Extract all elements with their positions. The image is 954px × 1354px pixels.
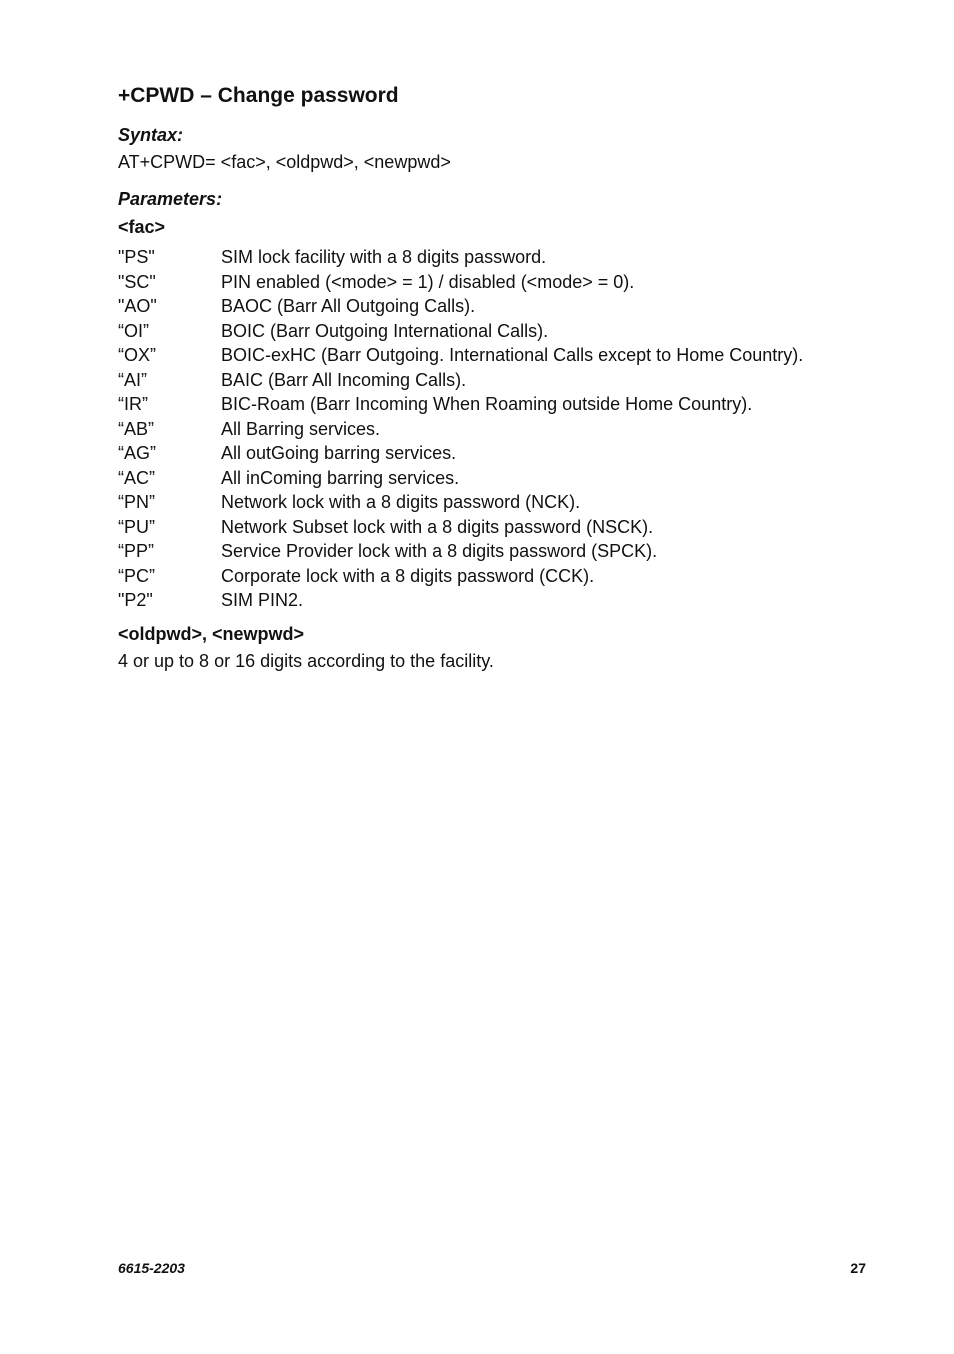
fac-value-code: “AC” <box>118 467 155 488</box>
fac-value-description: All inComing barring services. <box>221 467 460 488</box>
page-title: +CPWD – Change password <box>118 84 399 107</box>
pwd-param-description: 4 or up to 8 or 16 digits according to the facility. <box>118 651 494 671</box>
footer-page-number: 27 <box>850 1260 866 1276</box>
fac-value-row <box>118 564 803 589</box>
fac-value-description: SIM lock facility with a 8 digits password. <box>221 247 547 267</box>
fac-value-code: “PN” <box>118 492 155 512</box>
fac-value-description: BAIC (Barr All Incoming Calls). <box>221 369 467 390</box>
fac-value-code: “AI” <box>118 369 147 390</box>
fac-value-description: Network lock with a 8 digits password (NCK). <box>221 492 581 512</box>
fac-value-code: “PC” <box>118 565 155 586</box>
fac-value-description: BOIC (Barr Outgoing International Calls). <box>221 320 549 341</box>
fac-value-description: Corporate lock with a 8 digits password (CCK). <box>221 565 595 586</box>
fac-value-description: Network Subset lock with a 8 digits password (NSCK). <box>221 516 654 537</box>
fac-value-code: “AB” <box>118 418 154 439</box>
fac-value-code: “PP” <box>118 541 154 561</box>
fac-value-row <box>118 588 803 613</box>
fac-value-row <box>118 319 803 344</box>
fac-value-description: Service Provider lock with a 8 digits password (SPCK). <box>221 541 658 561</box>
footer-doc-number: 6615-2203 <box>118 1260 185 1276</box>
parameters-label: Parameters: <box>118 189 223 209</box>
pwd-param-name: <oldpwd>, <newpwd> <box>118 624 305 644</box>
fac-value-code: “OX” <box>118 345 156 365</box>
fac-value-description: All outGoing barring services. <box>221 443 457 463</box>
fac-value-code: "P2" <box>118 590 153 610</box>
fac-value-row <box>118 539 803 564</box>
fac-value-description: All Barring services. <box>221 418 381 439</box>
fac-value-code: "SC" <box>118 271 156 292</box>
fac-value-list <box>118 245 803 613</box>
fac-value-row <box>118 490 803 515</box>
fac-value-code: “OI” <box>118 320 149 341</box>
fac-value-row <box>118 368 803 393</box>
syntax-command: AT+CPWD= <fac>, <oldpwd>, <newpwd> <box>118 152 451 172</box>
fac-value-row <box>118 392 803 417</box>
fac-value-description: BIC-Roam (Barr Incoming When Roaming outside Home Country). <box>221 394 753 414</box>
fac-value-row <box>118 441 803 466</box>
fac-value-row <box>118 343 803 368</box>
fac-value-row <box>118 466 803 491</box>
fac-value-code: “IR” <box>118 394 148 414</box>
fac-value-code: "PS" <box>118 247 155 267</box>
fac-value-row <box>118 294 803 319</box>
fac-value-description: BOIC-exHC (Barr Outgoing. International Calls except to Home Country). <box>221 345 804 365</box>
fac-value-row <box>118 245 803 270</box>
fac-value-code: “PU” <box>118 516 155 537</box>
fac-value-description: BAOC (Barr All Outgoing Calls). <box>221 296 476 316</box>
fac-value-description: SIM PIN2. <box>221 590 304 610</box>
fac-value-code: "AO" <box>118 296 157 316</box>
fac-value-row <box>118 270 803 295</box>
syntax-label: Syntax: <box>118 125 184 145</box>
fac-value-row <box>118 515 803 540</box>
fac-value-row <box>118 417 803 442</box>
fac-value-description: PIN enabled (<mode> = 1) / disabled (<mode> = 0). <box>221 271 635 292</box>
fac-value-code: “AG” <box>118 443 156 463</box>
fac-param-name: <fac> <box>118 217 166 237</box>
